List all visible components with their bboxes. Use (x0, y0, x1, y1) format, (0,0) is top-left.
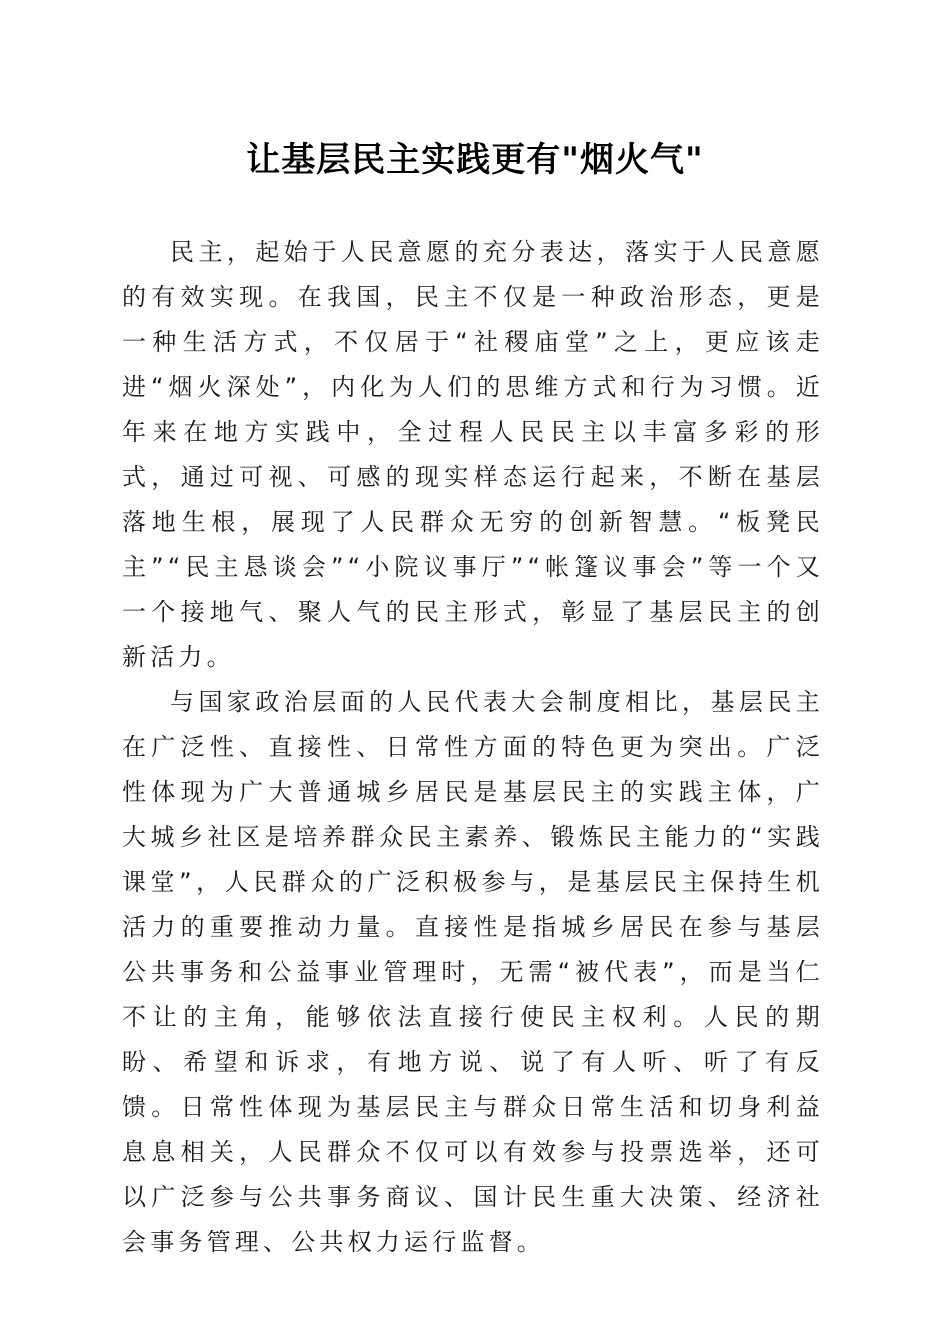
document-body (122, 230, 824, 1265)
document-title: 让基层民主实践更有"烟火气" (246, 140, 704, 180)
paragraph-1: 民主，起始于人民意愿的充分表达，落实于人民意愿的有效实现。在我国，民主不仅是一种政治形态，更是一种生活方式，不仅居于“社稷庙堂”之上，更应该走进“烟火深处”，内化为人们的思维方式和行为习惯。近年来在地方实践中，全过程人民民主以丰富多彩的形式，通过可视、可感的现实样态运行起来，不断在基层落地生根，展现了人民群众无穷的创新智慧。“板凳民主”“民主恳谈会”“小院议事厅”“帐篷议事会”等一个又一个接地气、聚人气的民主形式，彰显了基层民主的创新活力。 (122, 238, 824, 671)
paragraph-2: 与国家政治层面的人民代表大会制度相比，基层民主在广泛性、直接性、日常性方面的特色更为突出。广泛性体现为广大普通城乡居民是基层民主的实践主体，广大城乡社区是培养群众民主素养、锻炼民主能力的“实践课堂”，人民群众的广泛积极参与，是基层民主保持生机活力的重要推动力量。直接性是指城乡居民在参与基层公共事务和公益事业管理时，无需“被代表”，而是当仁不让的主角，能够依法直接行使民主权利。人民的期盼、希望和诉求，有地方说、说了有人听、听了有反馈。日常性体现为基层民主与群众日常生活和切身利益息息相关，人民群众不仅可以有效参与投票选举，还可以广泛参与公共事务商议、国计民生重大决策、经济社会事务管理、公共权力运行监督。 (122, 688, 824, 1256)
